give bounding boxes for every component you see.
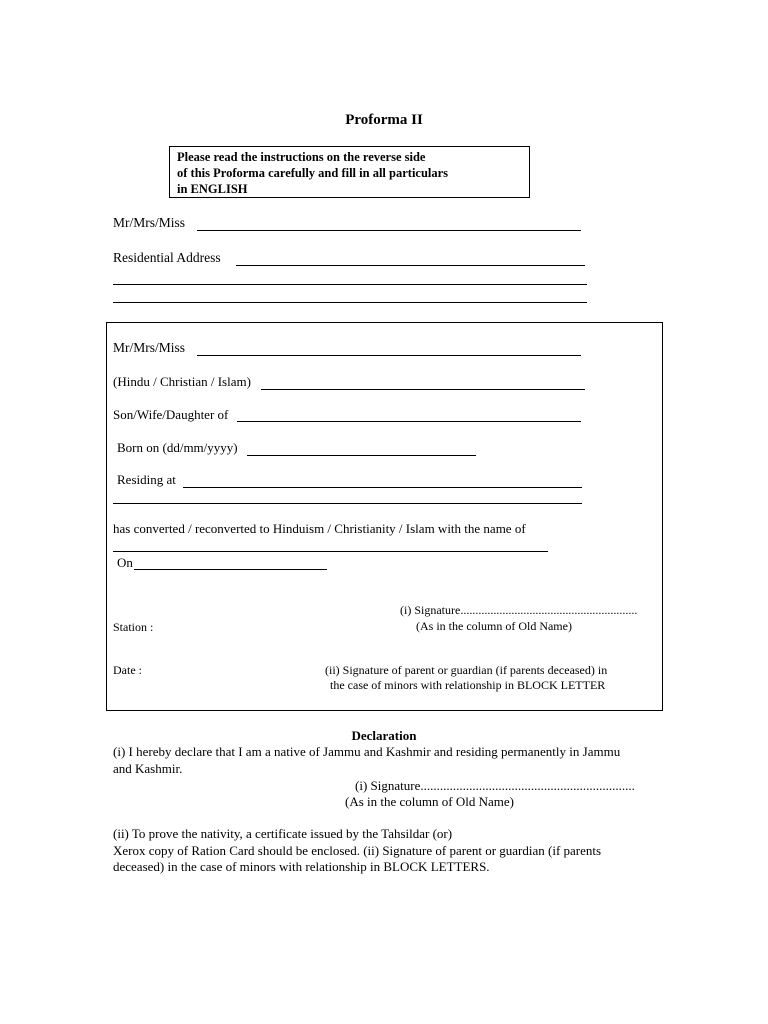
instruction-line: of this Proforma carefully and fill in all particulars [177,166,449,180]
declaration-signature: (i) Signature.................................................................. [355,778,635,793]
new-name-field[interactable] [113,551,548,552]
signature-1-note: (As in the column of Old Name) [416,619,572,633]
page-title: Proforma II [345,112,423,128]
date-label: Date : [113,663,142,677]
declaration-para2-line1: (ii) To prove the nativity, a certificate issued by the Tahsildar (or) [113,826,453,841]
declaration-para1-line1: (i) I hereby declare that I am a native of Jammu and Kashmir and residing permanently in Jammu [113,744,621,759]
station-label: Station : [113,620,154,634]
instructions-box [169,146,530,198]
declaration-para1-line2: and Kashmir. [113,761,183,776]
declaration-para2-line2: Xerox copy of Ration Card should be enclosed. (ii) Signature of parent or guardian (if parents [113,843,602,858]
residing-field-1[interactable] [183,487,582,488]
declaration-heading: Declaration [351,728,417,743]
born-field[interactable] [247,455,476,456]
residing-field-2[interactable] [113,503,582,504]
address-field-3[interactable] [113,302,587,303]
on-label: On [117,555,133,570]
name-label: Mr/Mrs/Miss [113,215,186,230]
instruction-line: in ENGLISH [177,182,248,196]
instruction-line: Please read the instructions on the reverse side [177,150,426,164]
residing-label: Residing at [117,472,176,487]
name-field[interactable] [197,230,581,231]
on-date-field[interactable] [134,569,327,570]
born-label: Born on (dd/mm/yyyy) [117,440,238,455]
box-name-label: Mr/Mrs/Miss [113,340,186,355]
religion-label: (Hindu / Christian / Islam) [113,374,251,389]
signature-1: (i) Signature........................................................... [400,603,638,617]
address-field-2[interactable] [113,284,587,285]
religion-field[interactable] [261,389,585,390]
declaration-signature-note: (As in the column of Old Name) [345,794,514,809]
declaration-para2-line3: deceased) in the case of minors with relationship in BLOCK LETTERS. [113,859,490,874]
relation-label: Son/Wife/Daughter of [113,407,229,422]
address-label: Residential Address [113,250,221,265]
signature-2-line-2: the case of minors with relationship in BLOCK LETTER [330,678,606,692]
signature-2-line-1: (ii) Signature of parent or guardian (if parents deceased) in [325,663,608,677]
relation-field[interactable] [237,421,581,422]
converted-text: has converted / reconverted to Hinduism / Christianity / Islam with the name of [113,521,526,536]
address-field-1[interactable] [236,265,585,266]
box-name-field[interactable] [197,355,581,356]
